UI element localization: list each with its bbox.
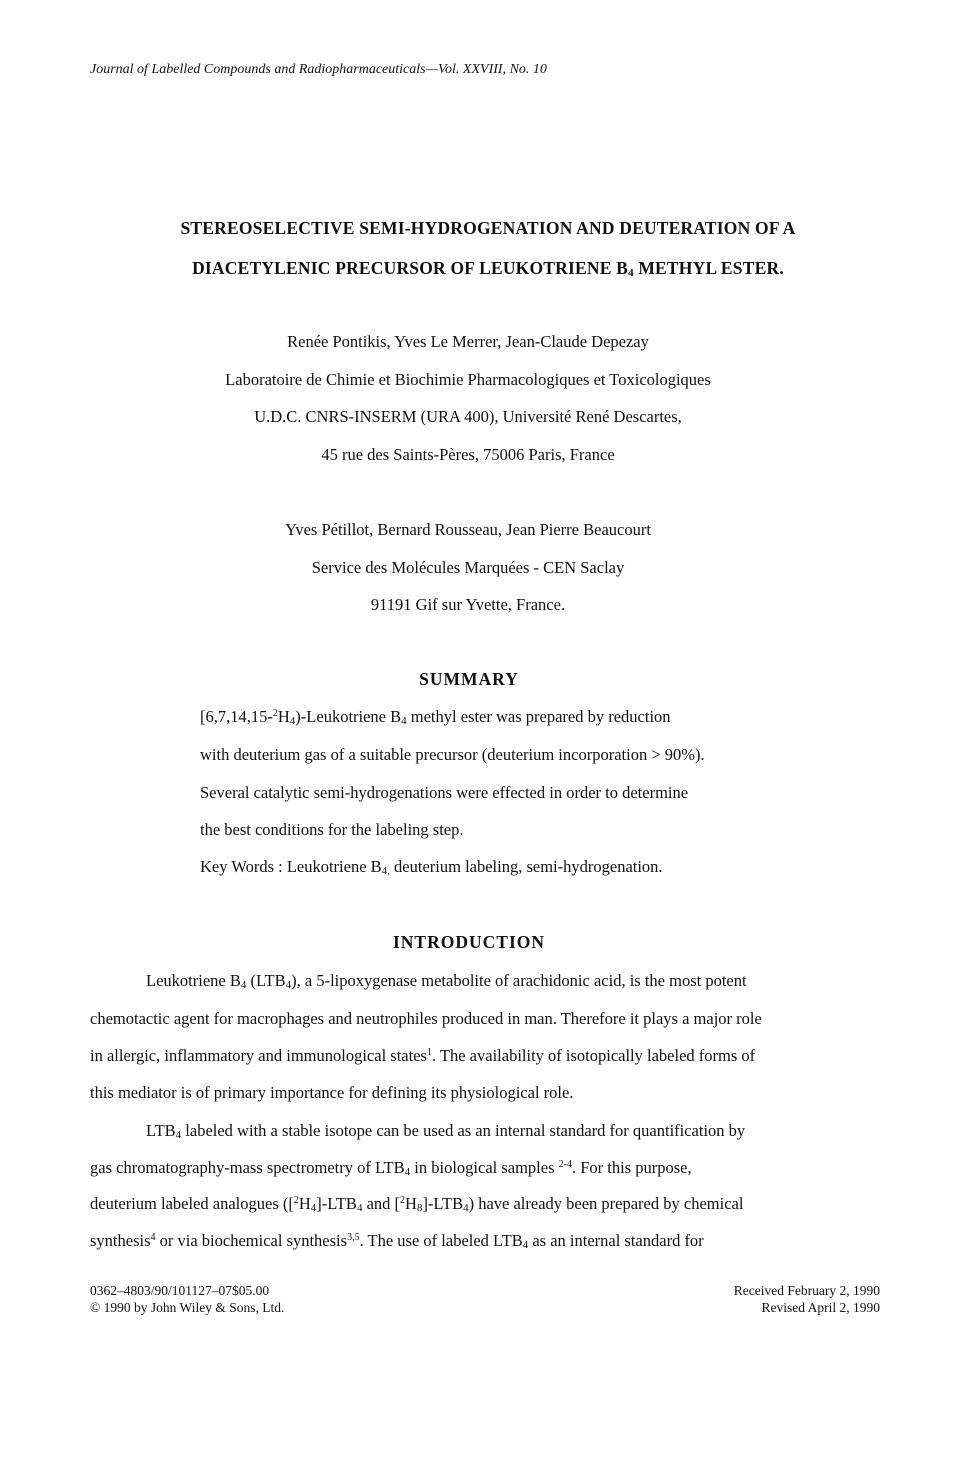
affiliation-1-line-1: Laboratoire de Chimie et Biochimie Pharmacologiques et Toxicologiques (225, 370, 711, 389)
intro-p1-line-2: chemotactic agent for macrophages and neutrophiles produced in man. Therefore it plays a major role (90, 1009, 762, 1028)
intro-p2-line-1: $LTB_4$ labeled with a stable isotope can be used as an internal standard for quantification by (146, 1121, 746, 1141)
title-line-1: STEREOSELECTIVE SEMI-HYDROGENATION AND DEUTERATION OF A (180, 218, 796, 238)
authors-group-1: Renée Pontikis, Yves Le Merrer, Jean-Claude Depezay (287, 332, 649, 351)
footer-copyright: © 1990 by John Wiley & Sons, Ltd. (90, 1300, 285, 1315)
affiliation-2-line-2: 91191 Gif sur Yvette, France. (370, 595, 566, 614)
footer-revised: Revised April 2, 1990 (761, 1300, 880, 1315)
affiliation-2-line-1: Service des Molécules Marquées - CEN Saclay (311, 558, 625, 577)
key-words: Key Words : Leukotriene $B_{4,}$ deuterium labeling, semi-hydrogenation. (200, 857, 663, 877)
intro-p1-line-3: in allergic, inflammatory and immunological states$^1$. The availability of isotopically labeled forms of (90, 1046, 756, 1065)
introduction-heading: INTRODUCTION (392, 932, 546, 952)
footer-code: 0362–4803/90/101127–07$05.00 (90, 1283, 270, 1298)
summary-heading: SUMMARY (419, 669, 519, 689)
intro-p2-line-3: deuterium labeled analogues ($[^2H_4]-LTB_4$ and $[^2H_8]-LTB_4$) have already been prepared by chemical (90, 1194, 744, 1214)
journal-header: Journal of Labelled Compounds and Radiopharmaceuticals—Vol. XXVIII, No. 10 (90, 62, 547, 77)
summary-line-4: the best conditions for the labeling step. (200, 820, 464, 839)
summary-line-3: Several catalytic semi-hydrogenations were effected in order to determine (200, 783, 689, 802)
title-line-2: DIACETYLENIC PRECURSOR OF LEUKOTRIENE $B_4$ METHYL ESTER. (192, 258, 784, 279)
summary-line-1: $[6,7,14,15-^2H_4)$-Leukotriene $B_4$ methyl ester was prepared by reduction (200, 707, 671, 727)
affiliation-1-line-2: U.D.C. CNRS-INSERM (URA 400), Université René Descartes, (254, 407, 682, 426)
footer-received: Received February 2, 1990 (733, 1283, 880, 1298)
authors-group-2: Yves Pétillot, Bernard Rousseau, Jean Pierre Beaucourt (285, 520, 651, 539)
intro-p1-line-1: Leukotriene $B_4$ $(LTB_4)$, a 5-lipoxygenase metabolite of arachidonic acid, is the most potent (146, 971, 747, 991)
intro-p2-line-4: synthesis$^4$ or via biochemical synthesis$^{3,5}$. The use of labeled $LTB_4$ as an internal standard for (90, 1231, 704, 1251)
summary-line-2: with deuterium gas of a suitable precursor (deuterium incorporation > 90%). (200, 745, 705, 764)
intro-p1-line-4: this mediator is of primary importance for defining its physiological role. (90, 1083, 574, 1102)
intro-p2-line-2: gas chromatography-mass spectrometry of $LTB_4$ in biological samples $^{2-4}$. For this purpose, (90, 1158, 692, 1178)
affiliation-1-line-3: 45 rue des Saints-Pères, 75006 Paris, France (321, 445, 615, 464)
